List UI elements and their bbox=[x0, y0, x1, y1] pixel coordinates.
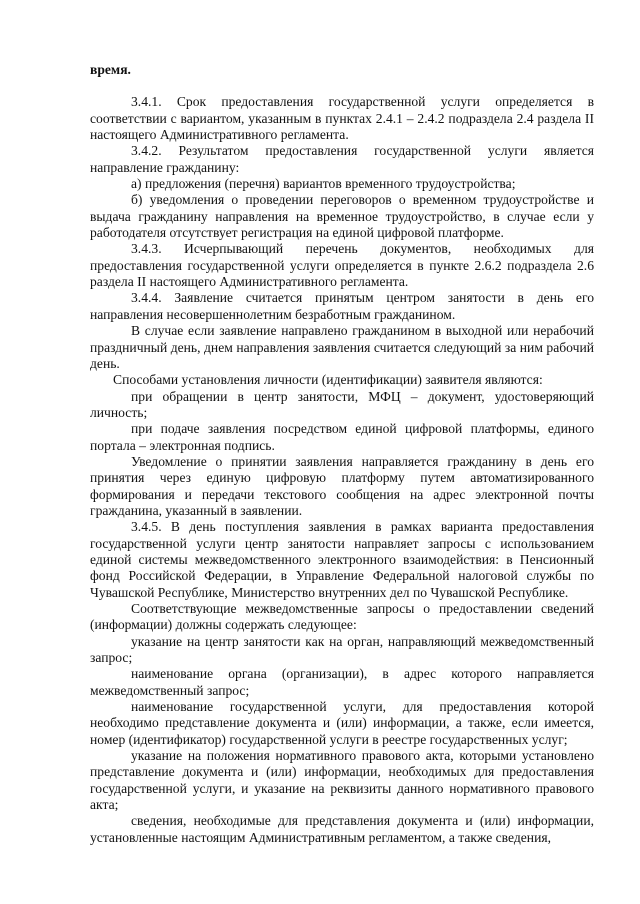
document-body bbox=[90, 94, 594, 846]
paragraph: 3.4.1. Срок предоставления государственной услуги определяется в соответствии с вариантом, указанным в пунктах 2.4.1 – 2.4.2 подраздела 2.4 раздела II настоящего Административного регламента. bbox=[90, 94, 594, 143]
paragraph: при подаче заявления посредством единой цифровой платформы, единого портала – электронная подпись. bbox=[90, 421, 594, 453]
spacer bbox=[90, 78, 594, 94]
paragraph: 3.4.5. В день поступления заявления в рамках варианта предоставления государственной услуги центр занятости направляет запросы с использованием единой системы межведомственного электронного взаимодействия: в Пенсионный фонд Российской Федерации, в Управление Федеральной налоговой службы по Чувашской Республике, Министерство внутренних дел по Чувашской Республике. bbox=[90, 519, 594, 600]
paragraph: указание на положения нормативного правового акта, которыми установлено представление документа и (или) информации, необходимых для предоставления государственной услуги, и указание на реквизиты данного нормативного правового акта; bbox=[90, 748, 594, 813]
paragraph: указание на центр занятости как на орган, направляющий межведомственный запрос; bbox=[90, 633, 594, 666]
paragraph: 3.4.4. Заявление считается принятым центром занятости в день его направления несовершеннолетним безработным гражданином. bbox=[90, 290, 594, 322]
paragraph: при обращении в центр занятости, МФЦ – документ, удостоверяющий личность; bbox=[90, 388, 594, 420]
paragraph: наименование органа (организации), в адрес которого направляется межведомственный запрос; bbox=[90, 666, 594, 698]
paragraph: В случае если заявление направлено гражданином в выходной или нерабочий праздничный день, днем направления заявления считается следующий за ним рабочий день. bbox=[90, 323, 594, 371]
paragraph: Уведомление о принятии заявления направляется гражданину в день его принятия через единую цифровую платформу путем автоматизированного формирования и передачи текстового сообщения на адрес электронной почты гражданина, указанный в заявлении. bbox=[90, 453, 594, 518]
paragraph: б) уведомления о проведении переговоров о временном трудоустройстве и выдача гражданину направления на временное трудоустройство, в случае если у работодателя отсутствует регистрация на единой цифровой платформе. bbox=[90, 192, 594, 241]
section-heading-fragment: время. bbox=[90, 62, 131, 77]
paragraph: наименование государственной услуги, для предоставления которой необходимо представление документа и (или) информации, а также, если имеется, номер (идентификатор) государственной услуги в реестре государственных услуг; bbox=[90, 699, 594, 747]
paragraph: сведения, необходимые для представления документа и (или) информации, установленные настоящим Административным регламентом, а также сведения, bbox=[90, 813, 594, 845]
paragraph: 3.4.2. Результатом предоставления государственной услуги является направление гражданину: bbox=[90, 143, 594, 175]
paragraph: Соответствующие межведомственные запросы о предоставлении сведений (информации) должны содержать следующее: bbox=[90, 601, 594, 633]
paragraph: 3.4.3. Исчерпывающий перечень документов, необходимых для предоставления государственной услуги определяется в пункте 2.6.2 подраздела 2.6 раздела II настоящего Административного регламента. bbox=[90, 241, 594, 290]
paragraph: Способами установления личности (идентификации) заявителя являются: bbox=[113, 372, 543, 388]
paragraph: а) предложения (перечня) вариантов временного трудоустройства; bbox=[131, 176, 516, 192]
